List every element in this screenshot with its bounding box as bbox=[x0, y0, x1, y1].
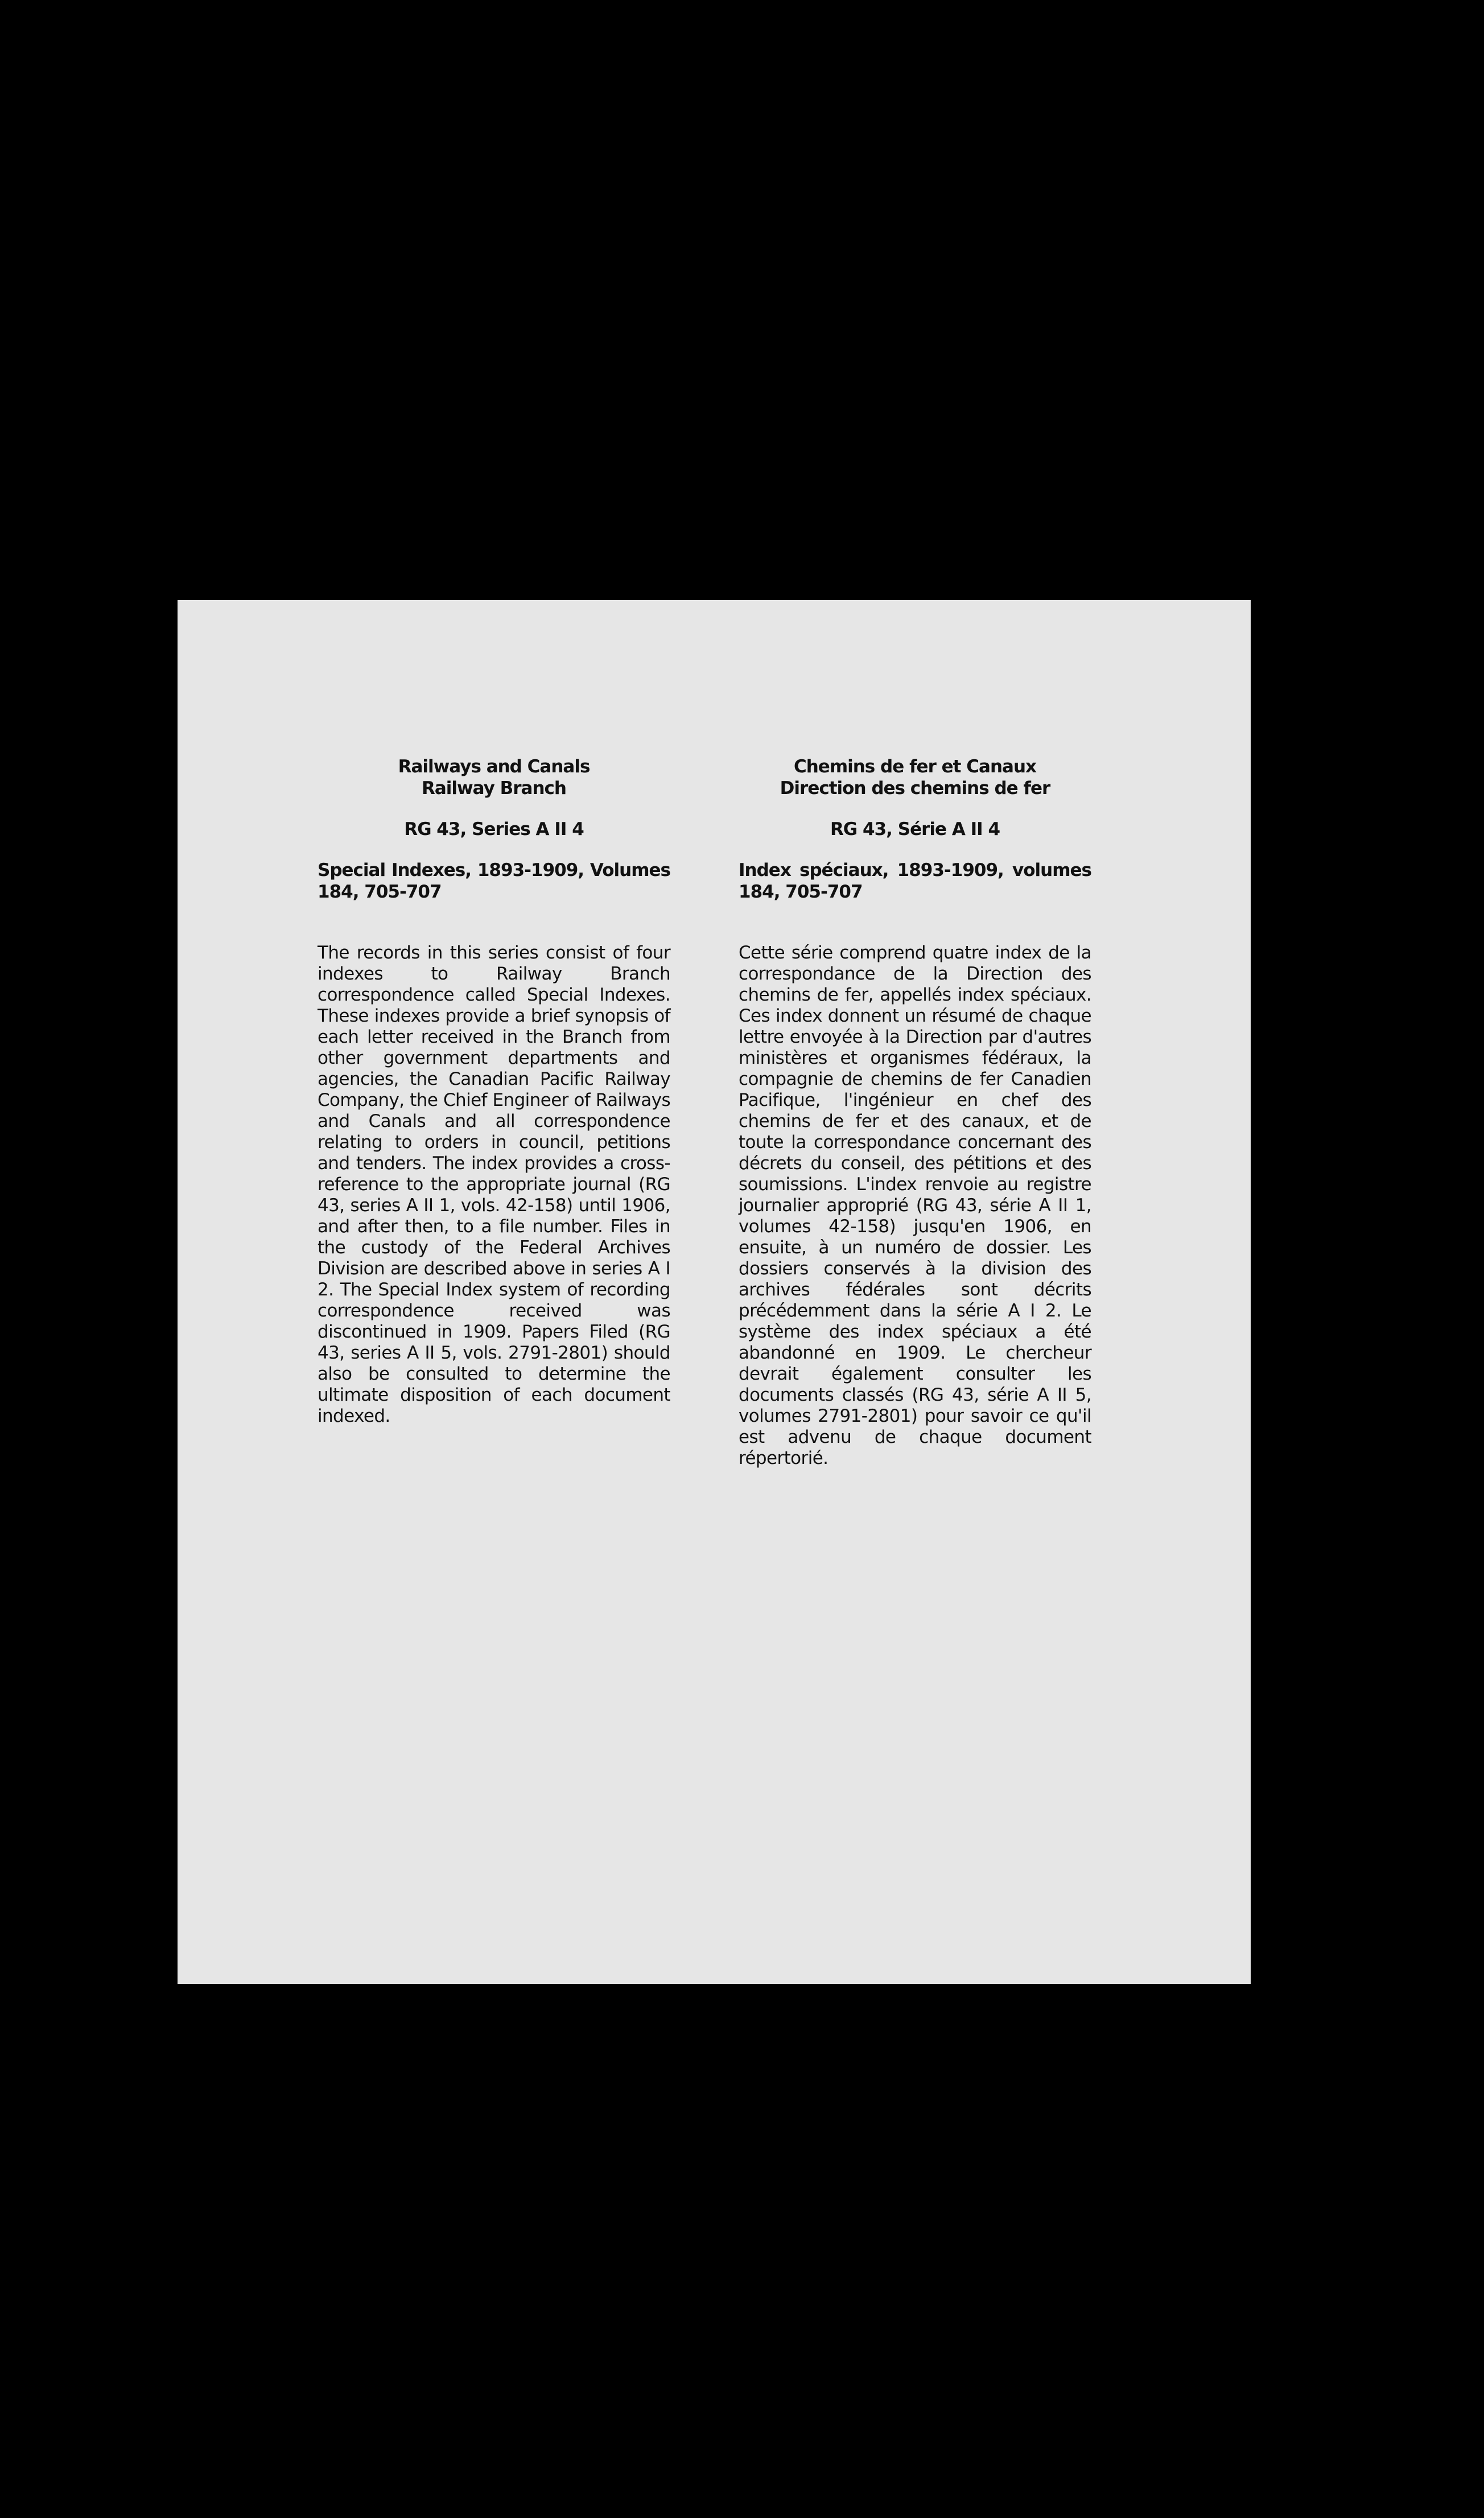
english-series-reference: RG 43, Series A II 4 bbox=[404, 819, 584, 840]
english-heading-line2: Railway Branch bbox=[422, 778, 566, 799]
english-heading-line1: Railways and Canals bbox=[398, 756, 590, 777]
english-subtitle: Special Indexes, 1893-1909, Volumes 184, 705-707 bbox=[318, 860, 670, 902]
english-heading bbox=[318, 756, 670, 799]
english-body-text: The records in this series consist of four indexes to Railway Branch correspondence called Special Indexes. These indexes provide a brief synopsis of each letter received in the Branch from other government departments and agencies, the Canadian Pacific Railway Company, the Chief Engineer of Railways and Canals and all correspondence relating to orders in council, petitions and tenders. The index provides a cross-reference to the appropriate journal (RG 43, series A II 1, vols. 42-158) until 1906, and after then, to a file number. Files in the custody of the Federal Archives Division are described above in series A I 2. The Special Index system of recording correspondence received was discontinued in 1909. Papers Filed (RG 43, series A II 5, vols. 2791-2801) should also be consulted to determine the ultimate disposition of each document indexed. bbox=[318, 943, 670, 1426]
english-column bbox=[318, 756, 670, 1427]
french-subtitle: Index spéciaux, 1893-1909, volumes 184, 705-707 bbox=[739, 860, 1091, 902]
french-column bbox=[739, 756, 1091, 1469]
french-series-reference: RG 43, Série A II 4 bbox=[830, 819, 1000, 840]
french-heading bbox=[739, 756, 1091, 799]
french-heading-line2: Direction des chemins de fer bbox=[780, 778, 1050, 799]
french-body-text: Cette série comprend quatre index de la correspondance de la Direction des chemins de fer, appellés index spéciaux. Ces index donnent un résumé de chaque lettre envoyée à la Direction par d'autres ministères et organismes fédéraux, la compagnie de chemins de fer Canadien Pacifique, l'ingénieur en chef des chemins de fer et des canaux, et de toute la correspondance concernant des décrets du conseil, des pétitions et des soumissions. L'index renvoie au registre journalier approprié (RG 43, série A II 1, volumes 42-158) jusqu'en 1906, en ensuite, à un numéro de dossier. Les dossiers conservés à la division des archives fédérales sont décrits précédemment dans la série A I 2. Le système des index spéciaux a été abandonné en 1909. Le chercheur devrait également consulter les documents classés (RG 43, série A II 5, volumes 2791-2801) pour savoir ce qu'il est advenu de chaque document répertorié. bbox=[739, 943, 1091, 1468]
document-page bbox=[178, 600, 1251, 1984]
french-heading-line1: Chemins de fer et Canaux bbox=[793, 756, 1037, 777]
